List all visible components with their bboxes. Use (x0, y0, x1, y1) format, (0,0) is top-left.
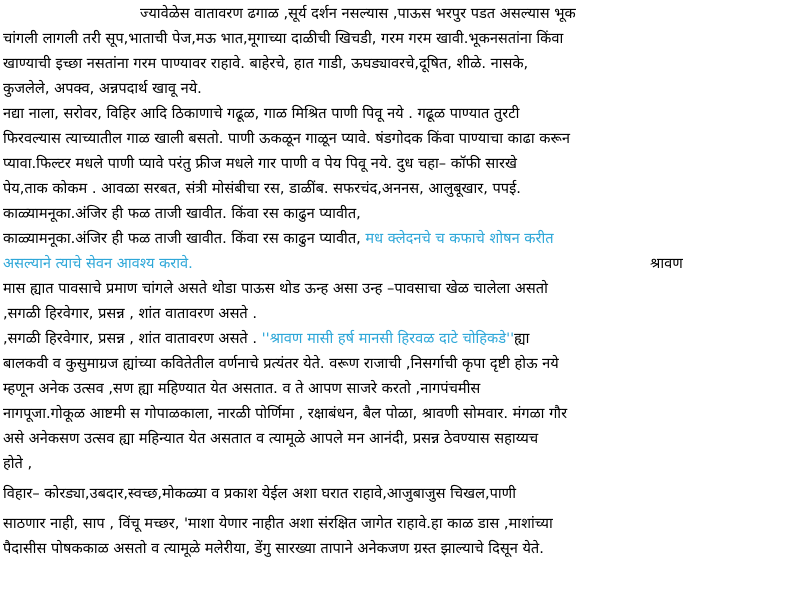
text-span: ह्या (514, 330, 530, 347)
highlighted-text: मध क्लेदनचे च कफाचे शोषन करीत (360, 230, 554, 247)
text-line (3, 328, 529, 354)
text-line (3, 228, 554, 254)
text-line: चांगली लागली तरी सूप,भाताची पेज,मऊ भात,मूगाच्या दाळीची खिचडी, गरम गरम खावी.भूकनसतांना किंवा (3, 30, 564, 47)
text-line: म्हणून अनेक उत्सव ,सण ह्या महिण्यात येत असतात. व ते आपण साजरे करतो ,नागपंचमीस (3, 380, 481, 397)
text-line: साठणार नाही, साप , विंचू मच्छर, 'माशा येणार नाहीत अशा संरक्षित जागेत राहावे.हा काळ डास ,माशांच्या (3, 515, 553, 532)
text-line: असे अनेकसण उत्सव ह्या महिन्यात येत असतात व त्यामूळे आपले मन आनंदी, प्रसन्न ठेवण्यास सहाय्यच (3, 430, 539, 447)
text-line: विहार– कोरड्या,उबदार,स्वच्छ,मोकळ्या व प्रकाश येईल अशा घरात राहावे,आजुबाजुस चिखल,पाणी (3, 485, 517, 502)
text-line (3, 253, 193, 279)
text-line: प्यावा.फिल्टर मधले पाणी प्यावे परंतु फ्रीज मधले गार पाणी व पेय पिवू नये. दुध चहा– कॉफी सारखे (3, 155, 517, 172)
text-span: ,सगळी हिरवेगार, प्रसन्न , शांत वातावरण असते . (3, 330, 258, 347)
text-line: कुजलेले, अपक्व, अन्नपदार्थ खावू नये. (3, 80, 202, 97)
text-line-right: श्रावण (650, 255, 683, 272)
text-line: पेय,ताक कोकम . आवळा सरबत, संत्री मोसंबीचा रस, डाळींब. सफरचंद,अननस, आलुबूखार, पपई. (3, 180, 521, 197)
text-line: पैदासीस पोषककाळ असतो व त्यामूळे मलेरीया, डेंगु सारख्या तापाने अनेकजण ग्रस्त झाल्याचे दिसून येते. (3, 540, 544, 557)
text-span: काळ्यामनूका.अंजिर ही फळ ताजी खावीत. किंवा रस काढुन प्यावीत, (3, 230, 361, 247)
text-line: खाण्याची इच्छा नसतांना गरम पाण्यावर राहावे. बाहेरचे, हात गाडी, ऊघड्यावरचे,दूषित, शीळे. नासके, (3, 55, 529, 72)
text-line: होते , (3, 455, 33, 472)
text-line: ,सगळी हिरवेगार, प्रसन्न , शांत वातावरण असते . (3, 305, 258, 322)
highlighted-text: असल्याने त्याचे सेवन आवश्य करावे. (3, 255, 193, 272)
text-line: बालकवी व कुसुमाग्रज ह्यांच्या कवितेतील वर्णनाचे प्रत्यंतर येते. वरूण राजाची ,निसर्गाची कृपा दृष्टी होऊ नये (3, 355, 559, 372)
text-line: नद्या नाला, सरोवर, विहिर आदि ठिकाणाचे गढूळ, गाळ मिश्रित पाणी पिवू नये . गढूळ पाण्यात तुरटी (3, 105, 520, 122)
text-line: मास ह्यात पावसाचे प्रमाण चांगले असते थोडा पाऊस थोड ऊन्ह असा उन्ह –पावसाचा खेळ चालेला असतो (3, 280, 548, 297)
text-line: नागपूजा.गोकूळ आष्टमी स गोपाळकाला, नारळी पोर्णिमा , रक्षाबंधन, बैल पोळा, श्रावणी सोमवार. मंगळा गौर (3, 405, 568, 422)
text-line: काळ्यामनूका.अंजिर ही फळ ताजी खावीत. किंवा रस काढुन प्यावीत, (3, 205, 361, 222)
text-line: ज्यावेळेस वातावरण ढगाळ ,सूर्य दर्शन नसल्यास ,पाऊस भरपुर पडत असल्यास भूक (140, 5, 576, 22)
text-line: फिरवल्यास त्याच्यातील गाळ खाली बसतो. पाणी ऊकळून गाळून प्यावे. षंडगोदक किंवा पाण्याचा काढा करून (3, 130, 570, 147)
highlighted-text: ''श्रावण मासी हर्ष मानसी हिरवळ दाटे चोहिकडे'' (257, 330, 515, 347)
